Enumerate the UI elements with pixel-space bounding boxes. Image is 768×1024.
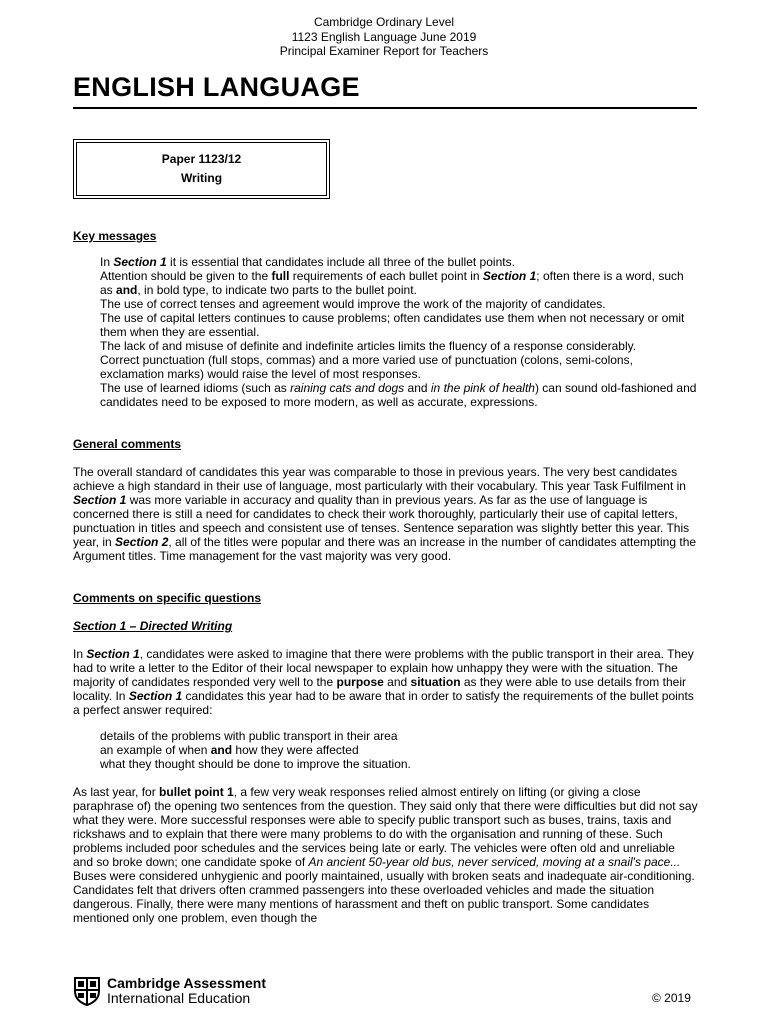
general-comments-paragraph: The overall standard of candidates this year was comparable to those in previous years. The very best candidates achieve a high standard in their use of language, most particularly with their vocabulary. This year Task Fulfilment in Section 1 was more variable in accuracy and quality than in previous years. As far as the use of language is concerned there is still a need for candidates to check their work thoroughly, particularly their use of capital letters, punctuation in titles and speech and consistent use of tenses. Sentence separation was slightly better this year. This year, in Section 2, all of the titles were popular and there was an increase in the number of candidates attempting the Argument titles. Time management for the vast majority was very good. xyxy=(73,465,697,563)
logo-line-2: International Education xyxy=(107,990,251,1006)
title-rule xyxy=(73,107,697,109)
report-header xyxy=(0,15,768,59)
section-1-heading: Section 1 – Directed Writing xyxy=(73,619,233,633)
paper-box-inner xyxy=(76,142,327,196)
general-comments-heading: General comments xyxy=(73,437,182,451)
report-content xyxy=(73,229,698,925)
header-line-2: 1123 English Language June 2019 xyxy=(291,29,477,44)
paper-title: Writing xyxy=(180,171,223,185)
logo-line-1: Cambridge Assessment xyxy=(107,975,266,991)
header-line-3: Principal Examiner Report for Teachers xyxy=(279,44,489,58)
key-message-7: The use of learned idioms (such as raining cats and dogs and in the pink of health) can sound old-fashioned and candidates need to be exposed to more modern, as well as accurate, expressions. xyxy=(100,381,697,409)
requirement-item-3: what they thought should be done to improve the situation. xyxy=(100,757,411,771)
header-line-1: Cambridge Ordinary Level xyxy=(313,15,455,29)
key-messages-heading: Key messages xyxy=(73,229,157,243)
specific-questions-heading: Comments on specific questions xyxy=(73,591,262,605)
key-message-5: The lack of and misuse of definite and indefinite articles limits the fluency of a response considerably. xyxy=(100,339,637,353)
shield-crest-icon xyxy=(73,976,101,1006)
section-1-paragraph-2: As last year, for bullet point 1, a few very weak responses relied almost entirely on lifting (or giving a close paraphrase of) the opening two sentences from the question. They said only that there were difficulties but did not say what they were. More successful responses were able to specify public transport such as buses, trains, taxis and rickshaws and to explain that there were many problems to do with the organisation and running of these. Such problems included poor schedules and the services being late or early. The vehicles were often old and unreliable and so broke down; one candidate spoke of An ancient 50-year old bus, never serviced, moving at a snail's pace... Buses were considered unhygienic and poorly maintained, usually with broken seats and inadequate air-conditioning. Candidates felt that drivers often crammed passengers into these overloaded vehicles and made the situation dangerous. Finally, there were many mentions of harassment and theft on public transport. Some candidates mentioned only one problem, even though the xyxy=(73,785,698,925)
cambridge-logo xyxy=(73,976,266,1006)
section-1-paragraph-1: In Section 1, candidates were asked to imagine that there were problems with the public transport in their area. They had to write a letter to the Editor of their local newspaper to explain how unhappy they were with the situation. The majority of candidates responded very well to the purpose and situation as they were able to use details from their locality. In Section 1 candidates this year had to be aware that in order to satisfy the requirements of the bullet points a perfect answer required: xyxy=(73,647,694,717)
requirements-list xyxy=(100,729,698,771)
key-message-3: The use of correct tenses and agreement would improve the work of the majority of candidates. xyxy=(100,297,606,311)
requirement-item-2: an example of when and how they were affected xyxy=(100,743,359,757)
paper-number: Paper 1123/12 xyxy=(161,152,242,166)
key-message-1: In Section 1 it is essential that candidates include all three of the bullet points. xyxy=(100,255,515,269)
copyright-text: © 2019 xyxy=(652,991,691,1005)
page-title: ENGLISH LANGUAGE xyxy=(73,72,360,102)
key-message-2: Attention should be given to the full requirements of each bullet point in Section 1; often there is a word, such as and, in bold type, to indicate two parts to the bullet point. xyxy=(100,269,684,297)
key-message-4: The use of capital letters continues to cause problems; often candidates use them when not necessary or omit them when they are essential. xyxy=(100,311,685,339)
key-message-6: Correct punctuation (full stops, commas) and a more varied use of punctuation (colons, semi-colons, exclamation marks) would raise the level of most responses. xyxy=(100,353,633,381)
requirement-item-1: details of the problems with public transport in their area xyxy=(100,729,398,743)
paper-box xyxy=(73,139,330,199)
key-messages-list xyxy=(100,255,698,409)
